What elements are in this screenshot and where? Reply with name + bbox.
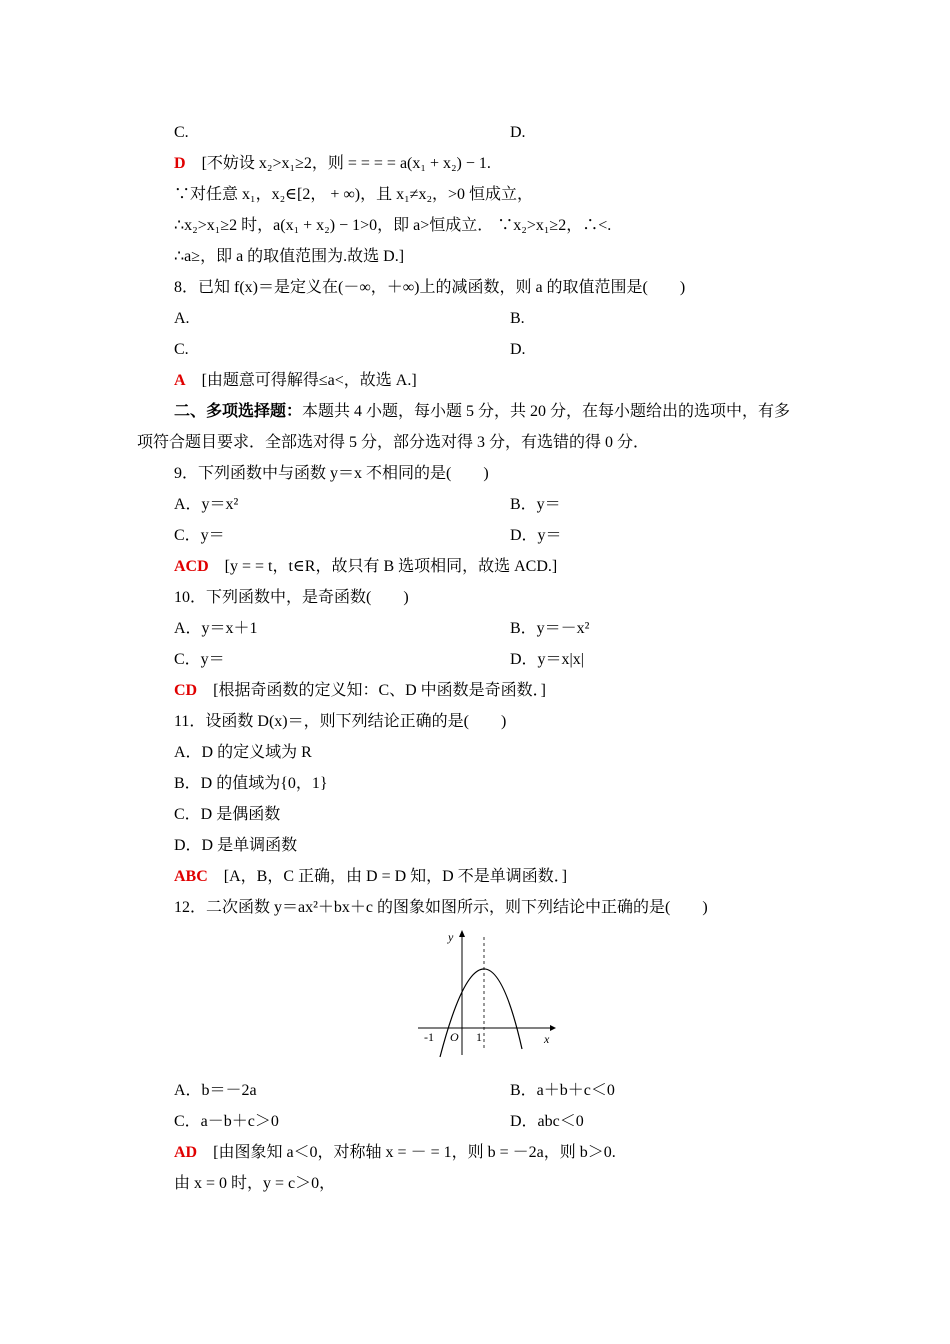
text-line <box>174 495 238 515</box>
minus-one-label: -1 <box>424 1030 434 1044</box>
line-text: 9．下列函数中与函数 y＝x 不相同的是( ) <box>174 465 489 482</box>
answer-key: AD <box>174 1144 198 1161</box>
line-text: [y = = t，t∈R，故只有 B 选项相同，故选 ACD.] <box>224 558 558 575</box>
y-axis-label: y <box>448 930 454 944</box>
text-line <box>510 619 589 639</box>
line-text: [根据奇函数的定义知：C、D 中函数是奇函数．] <box>213 682 546 699</box>
line-text: D．y＝ <box>510 527 562 544</box>
line-text: ∴a≥，即 a 的取值范围为.故选 D.] <box>174 248 405 265</box>
line-text: C. <box>174 124 189 141</box>
text-line <box>174 526 225 546</box>
answer-key: D <box>174 155 186 172</box>
text-line <box>174 278 685 298</box>
line-text: A．D 的定义域为 R <box>174 744 312 761</box>
line-text: [不妨设 x₂>x₁≥2，则 = = = = a(x₁ + x₂) − 1. <box>201 155 491 172</box>
answer-key: ABC <box>174 868 208 885</box>
text-line <box>510 123 526 143</box>
section-heading: 二、多项选择题： <box>174 403 303 420</box>
line-text: D．abc＜0 <box>510 1113 584 1130</box>
line-text: 12．二次函数 y＝ax²＋bx＋c 的图象如图所示，则下列结论中正确的是( ) <box>174 899 708 916</box>
text-line <box>174 836 297 856</box>
text-line <box>174 557 557 577</box>
text-line <box>174 340 189 360</box>
line-text: 由 x = 0 时，y = c＞0， <box>174 1175 336 1192</box>
line-text: C．y＝ <box>174 527 225 544</box>
line-text: D. <box>510 124 526 141</box>
parabola-graph <box>410 925 560 1065</box>
line-text: 10．下列函数中，是奇函数( ) <box>174 589 409 606</box>
line-text: A．b＝－2a <box>174 1082 257 1099</box>
text-line <box>174 216 611 236</box>
text-line <box>510 1081 615 1101</box>
text-line <box>174 805 280 825</box>
text-line <box>174 650 225 670</box>
line-text: B．y＝－x² <box>510 620 590 637</box>
answer-key: CD <box>174 682 198 699</box>
text-line <box>174 1112 279 1132</box>
text-line <box>174 681 546 701</box>
text-line <box>174 712 506 732</box>
text-line <box>174 898 708 918</box>
line-text: A．y＝x＋1 <box>174 620 258 637</box>
line-text: B．a＋b＋c＜0 <box>510 1082 615 1099</box>
text-line <box>174 1174 335 1194</box>
line-text: C．D 是偶函数 <box>174 806 281 823</box>
text-line <box>174 774 328 794</box>
text-line <box>174 371 417 391</box>
text-line <box>174 309 190 329</box>
line-text: C．a－b＋c＞0 <box>174 1113 279 1130</box>
text-line <box>174 185 533 205</box>
one-label: 1 <box>476 1030 482 1044</box>
text-line <box>510 340 526 360</box>
line-text: 项符合题目要求．全部选对得 5 分，部分选对得 3 分，有选错的得 0 分． <box>137 434 650 451</box>
text-line <box>174 588 409 608</box>
text-line <box>174 743 312 763</box>
x-axis-arrow <box>550 1025 556 1031</box>
line-text: C．y＝ <box>174 651 225 668</box>
line-text: D．y＝x|x| <box>510 651 584 668</box>
y-axis-arrow <box>459 930 465 937</box>
line-text: 8．已知 f(x)＝是定义在(－∞，＋∞)上的减函数，则 a 的取值范围是( ) <box>174 279 686 296</box>
text-line <box>510 650 584 670</box>
text-line <box>510 526 562 546</box>
answer-key: ACD <box>174 558 209 575</box>
origin-label: O <box>450 1030 459 1044</box>
line-text: B．D 的值域为{0，1} <box>174 775 328 792</box>
text-line <box>510 495 561 515</box>
text-line <box>174 402 790 422</box>
line-text: [由题意可得解得≤a<，故选 A.] <box>201 372 417 389</box>
line-text: D. <box>510 341 526 358</box>
line-text: B. <box>510 310 525 327</box>
line-text: ∵对任意 x₁，x₂∈[2， + ∞)，且 x₁≠x₂，>0 恒成立， <box>174 186 534 203</box>
line-text: ∴x₂>x₁≥2 时，a(x₁ + x₂) − 1>0，即 a>恒成立． ∵x₂>x₁≥2，∴<. <box>174 217 612 234</box>
text-line <box>510 1112 584 1132</box>
line-text: 本题共 4 小题，每小题 5 分，共 20 分，在每小题给出的选项中，有多 <box>302 403 791 420</box>
text-line <box>510 309 525 329</box>
text-line <box>174 619 258 639</box>
text-line <box>174 464 489 484</box>
line-text: A．y＝x² <box>174 496 239 513</box>
line-text: C. <box>174 341 189 358</box>
text-line <box>137 433 649 453</box>
line-text: 11．设函数 D(x)＝，则下列结论正确的是( ) <box>174 713 507 730</box>
text-line <box>174 1143 616 1163</box>
line-text: D．D 是单调函数 <box>174 837 298 854</box>
x-axis-label: x <box>544 1032 550 1046</box>
line-text: A. <box>174 310 190 327</box>
answer-key: A <box>174 372 186 389</box>
text-line <box>174 1081 257 1101</box>
text-line <box>174 154 491 174</box>
text-line <box>174 123 189 143</box>
text-line <box>174 867 567 887</box>
line-text: B．y＝ <box>510 496 561 513</box>
line-text: [A，B，C 正确，由 D = D 知，D 不是单调函数．] <box>223 868 568 885</box>
line-text: [由图象知 a＜0，对称轴 x = － = 1，则 b = －2a，则 b＞0. <box>213 1144 616 1161</box>
text-line <box>174 247 404 267</box>
